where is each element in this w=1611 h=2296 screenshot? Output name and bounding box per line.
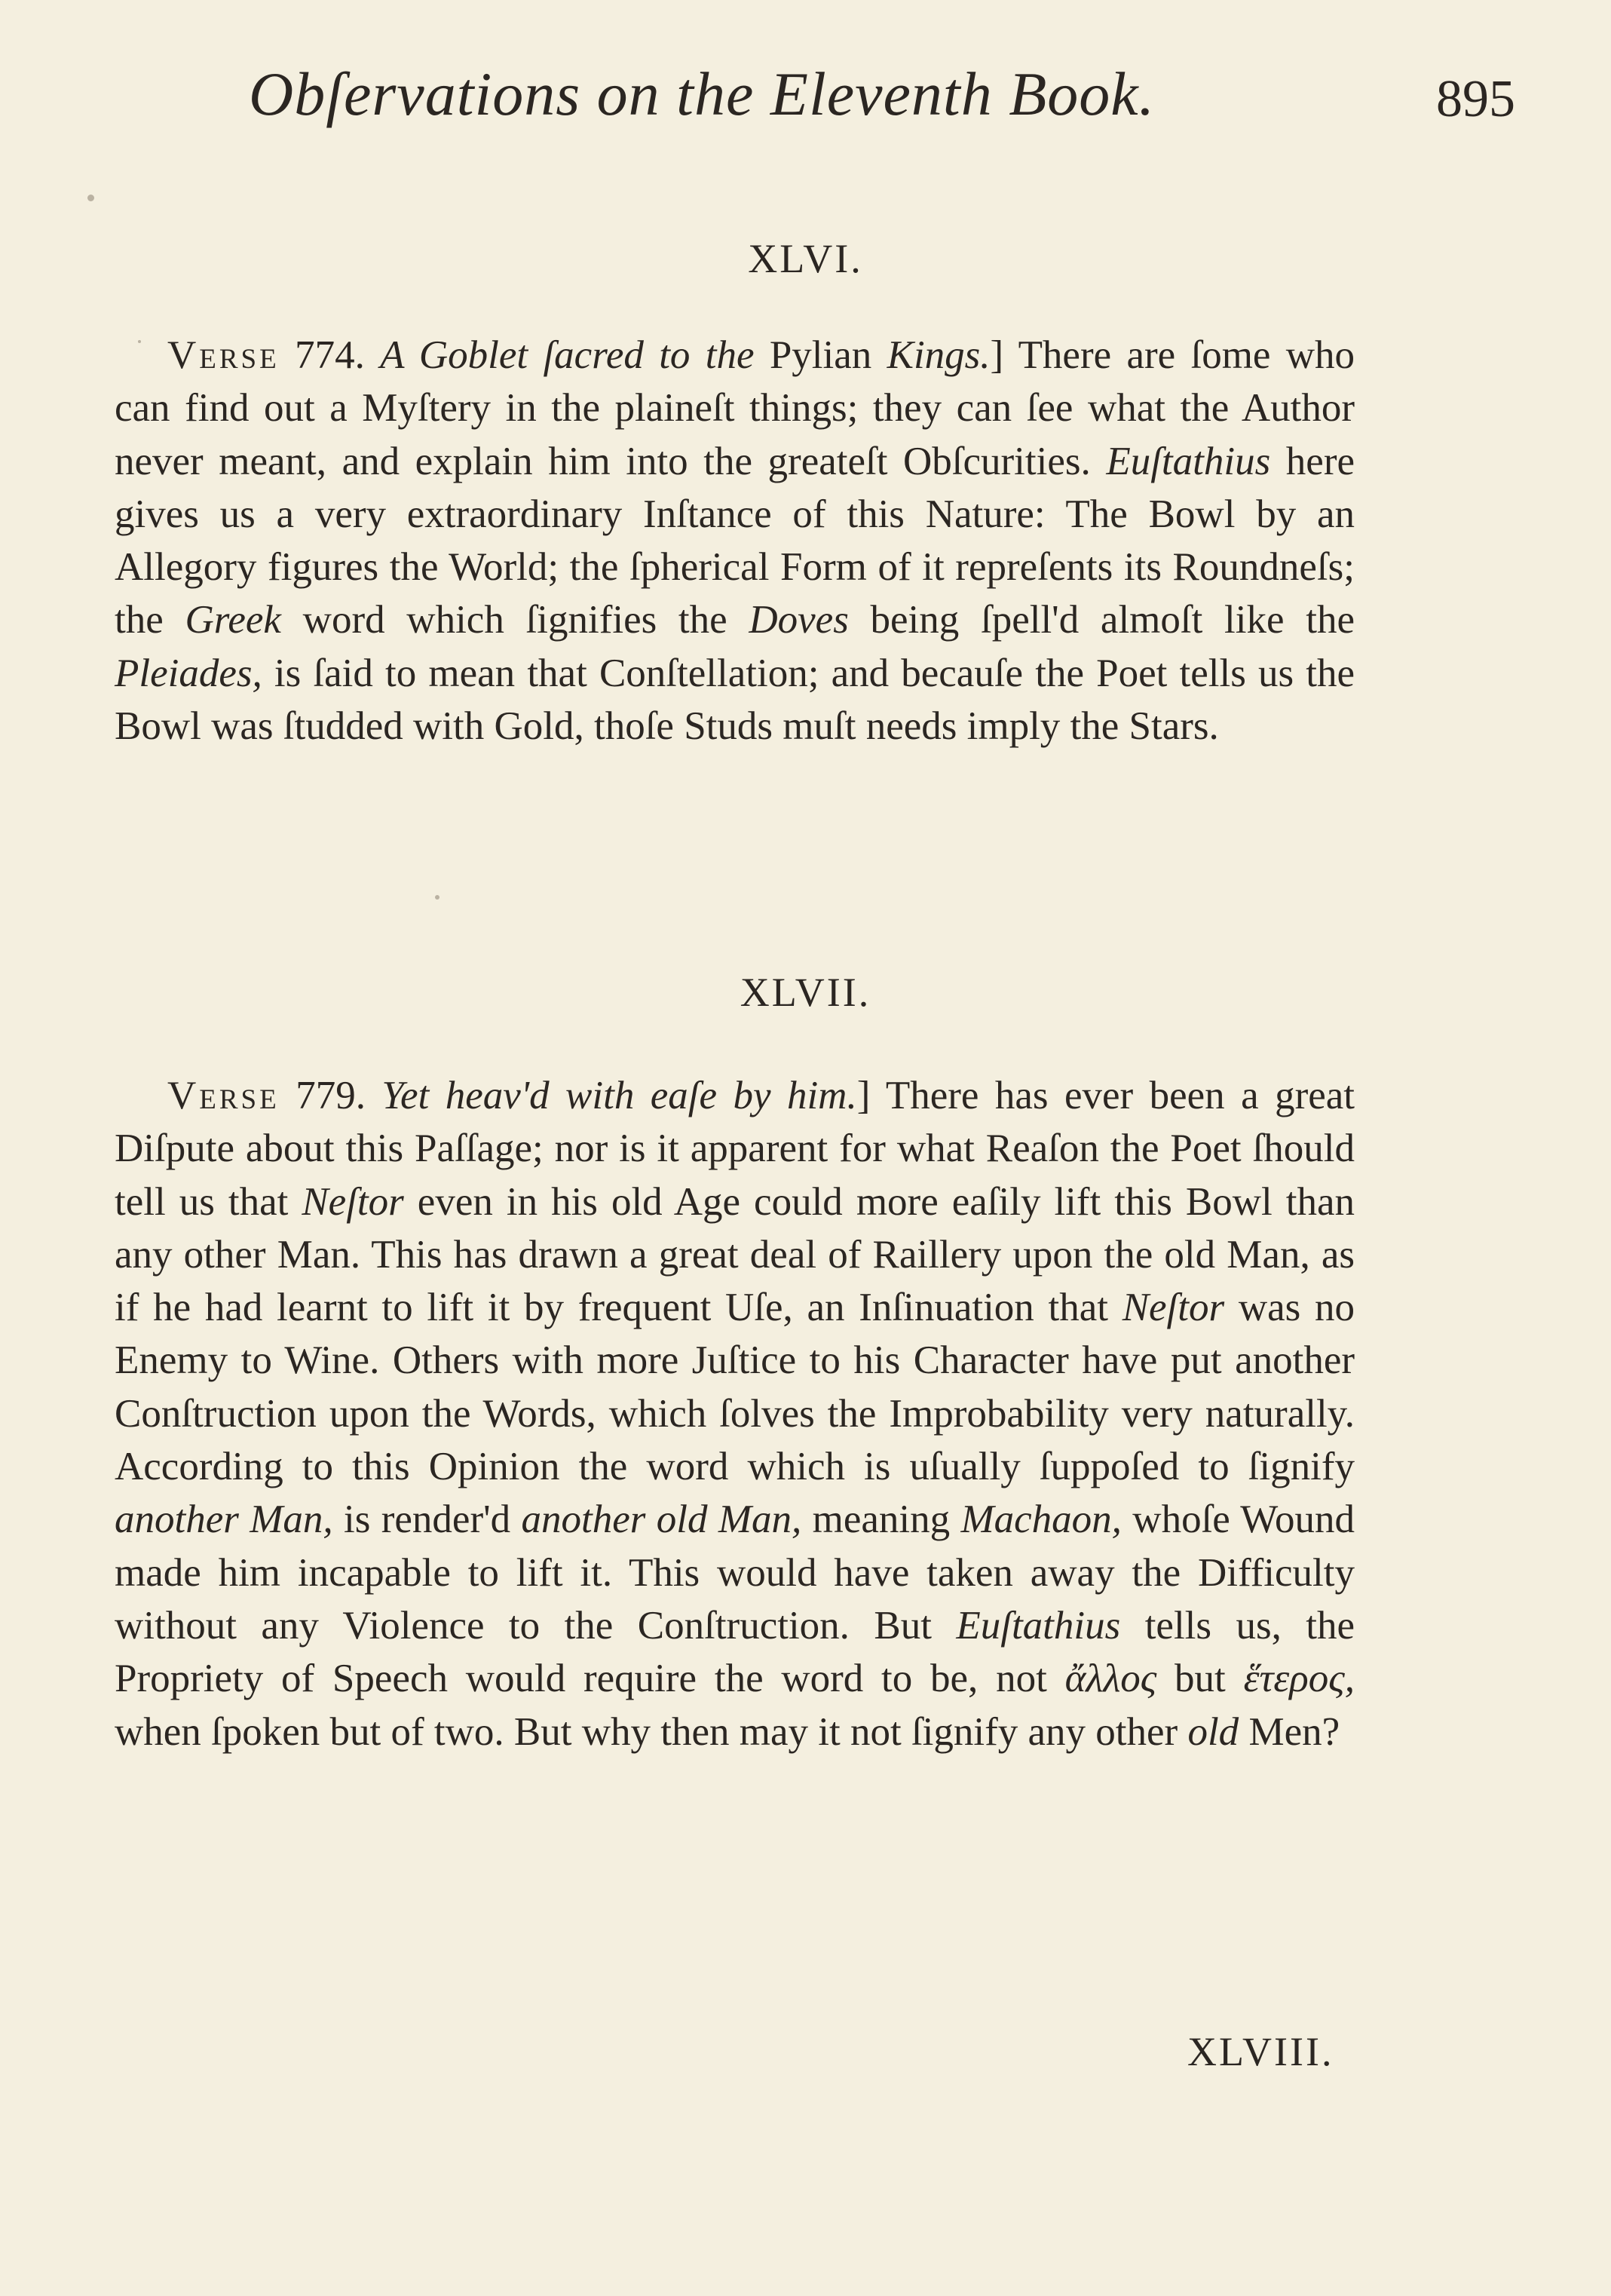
lemma: Yet heav'd with eaſe by him. xyxy=(381,1074,857,1117)
greek-heteros: ἕτερος, xyxy=(1243,1657,1355,1701)
greek-allos: ἄλλος xyxy=(1064,1657,1157,1701)
verse-label: Verse xyxy=(167,1074,280,1117)
note-text: Men? xyxy=(1239,1709,1340,1754)
ink-speck xyxy=(138,340,141,343)
section-number: XLVII. xyxy=(740,970,871,1015)
phrase-another-man: another Man, xyxy=(115,1497,333,1542)
running-head-title: Obſervations on the Eleventh Book. xyxy=(249,60,1156,128)
note-text: is ſaid to mean that Conſtellation; and becauſe the Poet tells us the Bowl was ſtudded with Gold, thoſe Studs muſt needs imply the Stars. xyxy=(115,651,1355,749)
note-text: being ſpell'd almoſt like the xyxy=(848,598,1355,642)
note-text: but xyxy=(1156,1657,1244,1701)
lemma-roman: Pylian xyxy=(769,333,872,377)
name-nestor: Neſtor xyxy=(1122,1286,1225,1330)
note-text: word which ſignifies the xyxy=(280,598,749,642)
note-text: There has ever been a great Diſpute about this Paſſage; nor is it apparent for what Reaſon the Poet ſhould tell us that xyxy=(115,1074,1355,1224)
name-eustathius: Euſtathius xyxy=(1106,439,1271,483)
name-eustathius: Euſtathius xyxy=(956,1603,1121,1648)
word-pleiades: Pleiades, xyxy=(115,651,262,695)
note-text: even in his old Age could more eaſily lift this Bowl than any other Man. This has drawn a great deal of Raillery upon the old Man, as if he had learnt to lift it by frequent Uſe, an Inſinuation that xyxy=(115,1179,1355,1330)
note-text: here gives us a very extraordinary Inſtance of this Nature: The Bowl by an Allegory figures the World; the ſpherical Form of it repreſents its Roundneſs; the xyxy=(115,439,1355,642)
phrase-another-old-man: another old Man, xyxy=(521,1497,802,1542)
note-text: was no Enemy to Wine. Others with more Juſtice to his Character have put another Conſtruction upon the Words, which ſolves the Improbability very naturally. According to this Opinion the word which is uſually ſuppoſed to ſignify xyxy=(115,1286,1355,1489)
ink-speck xyxy=(435,895,440,900)
note-paragraph: Verse 774. A Goblet ſacred to the Pylian Kings.] There are ſome who can find out a Myſtery in the plaineſt things; they can ſee what the Author never meant, and explain him into the greateſt Obſcurities. Euſtathius here gives us a very extraordinary Inſtance of this Nature: The Bowl by an Allegory figures the World; the ſpherical Form of it repreſents its Roundneſs; the Greek word which ſignifies the Doves being ſpell'd almoſt like the Pleiades, is ſaid to mean that Conſtellation; and becauſe the Poet tells us the Bowl was ſtudded with Gold, thoſe Studs muſt needs imply the Stars. xyxy=(115,333,1355,749)
note-text: tells us, the Propriety of Speech would require the word to be, not xyxy=(115,1603,1355,1701)
ink-speck xyxy=(87,195,94,201)
lemma-end: Kings. xyxy=(887,333,991,377)
note-text: when ſpoken but of two. But why then may it not ſignify any other xyxy=(115,1709,1188,1754)
page-number: 895 xyxy=(1436,70,1515,128)
name-machaon: Machaon, xyxy=(960,1497,1122,1542)
section-number: XLVI. xyxy=(748,236,863,281)
lemma: A Goblet ſacred to the xyxy=(380,333,755,377)
verse-label: Verse xyxy=(167,333,280,377)
catchword: XLVIII. xyxy=(1187,2029,1334,2074)
note-text: There are ſome who can find out a Myſtery in the plaineſt things; they can ſee what the Author never meant, and explain him into the greateſt Obſcurities. xyxy=(115,333,1355,483)
note-text: is render'd xyxy=(332,1497,522,1542)
word-old: old xyxy=(1187,1709,1239,1754)
note-text: whoſe Wound made him incapable to lift it. This would have taken away the Difficulty without any Violence to the Conſtruction. But xyxy=(115,1497,1355,1648)
word-greek: Greek xyxy=(185,598,281,642)
name-nestor: Neſtor xyxy=(302,1179,404,1224)
verse-number: 774. xyxy=(295,333,365,377)
note-paragraph: Verse 779. Yet heav'd with eaſe by him.] There has ever been a great Diſpute about this Paſſage; nor is it apparent for what Reaſon the Poet ſhould tell us that Neſtor even in his old Age could more eaſily lift this Bowl than any other Man. This has drawn a great deal of Raillery upon the old Man, as if he had learnt to lift it by frequent Uſe, an Inſinuation that Neſtor was no Enemy to Wine. Others with more Juſtice to his Character have put another Conſtruction upon the Words, which ſolves the Improbability very naturally. According to this Opinion the word which is uſually ſuppoſed to ſignify another Man, is render'd another old Man, meaning Machaon, whoſe Wound made him incapable to lift it. This would have taken away the Difficulty without any Violence to the Conſtruction. But Euſtathius tells us, the Propriety of Speech would require the word to be, not ἄλλος but ἕτερος, when ſpoken but of two. But why then may it not ſignify any other old Men? xyxy=(115,1074,1355,1754)
word-doves: Doves xyxy=(749,598,849,642)
note-text: meaning xyxy=(801,1497,961,1542)
verse-number: 779. xyxy=(296,1074,366,1117)
